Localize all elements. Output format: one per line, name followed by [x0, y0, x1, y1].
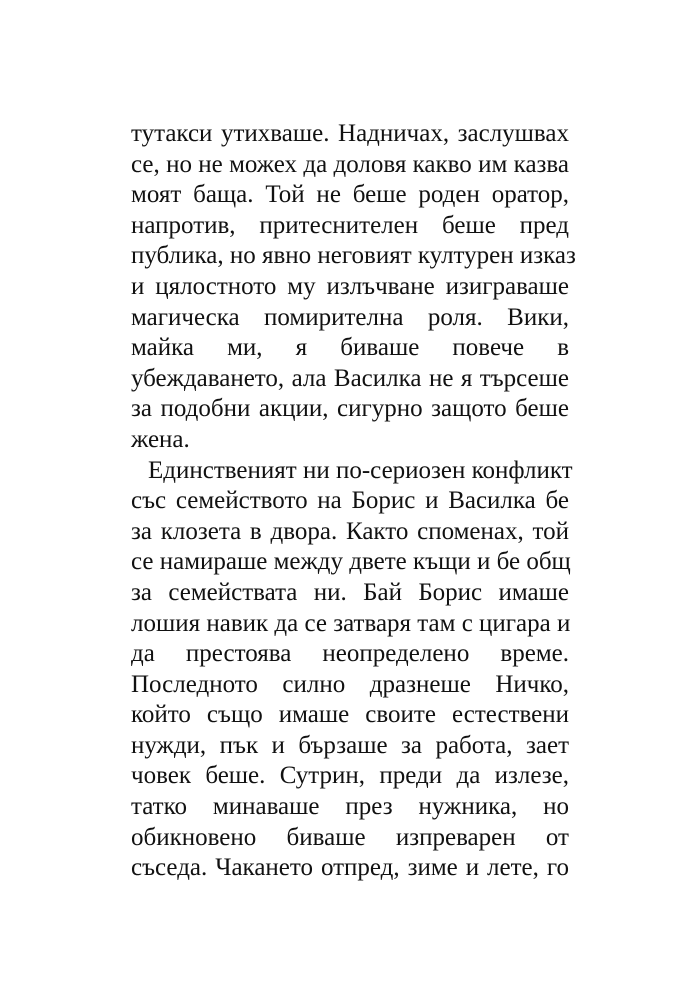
text-line: лошия навик да се затваря там с цигара и: [131, 609, 571, 637]
text-line: напротив, притеснителен беше пред: [131, 211, 569, 239]
text-line: за семействата ни. Бай Борис имаше: [131, 578, 569, 606]
page-text: [131, 119, 576, 884]
text-line: се, но не можех да доловя какво им казва: [131, 150, 569, 178]
text-line: майка ми, я биваше повече в: [131, 334, 569, 362]
text-line: моят баща. Той не беше роден оратор,: [131, 181, 569, 209]
text-line: да престоява неопределено време.: [131, 640, 569, 668]
text-line: татко минаваше през нужника, но: [131, 793, 569, 821]
text-line: човек беше. Сутрин, преди да излезе,: [131, 762, 569, 790]
text-line: се намираше между двете къщи и бе общ: [131, 548, 571, 576]
text-line: който също имаше своите естествени: [131, 701, 569, 729]
text-line: съседа. Чакането отпред, зиме и лете, го: [131, 854, 569, 882]
text-line: публика, но явно неговият културен изказ: [131, 242, 576, 270]
text-line: обикновено биваше изпреварен от: [131, 823, 569, 851]
text-line: за клозета в двора. Както споменах, той: [131, 517, 569, 545]
text-line: за подобни акции, сигурно защото беше: [131, 395, 569, 423]
text-line: убеждаването, ала Василка не я търсеше: [131, 364, 569, 392]
text-line: жена.: [131, 425, 190, 453]
paragraph-1: [131, 119, 576, 456]
paragraph-2: [131, 456, 573, 884]
text-line: Единственият ни по-сериозен конфликт: [148, 456, 573, 484]
text-line: със семейството на Борис и Василка бе: [131, 487, 569, 515]
text-line: тутакси утихваше. Надничах, заслушвах: [131, 120, 569, 147]
text-line: и цялостното му излъчване изиграваше: [131, 272, 569, 300]
text-line: Последното силно дразнеше Ничко,: [131, 670, 569, 698]
text-line: магическа помирителна роля. Вики,: [131, 303, 569, 331]
text-line: нужди, пък и бързаше за работа, зает: [131, 731, 569, 759]
